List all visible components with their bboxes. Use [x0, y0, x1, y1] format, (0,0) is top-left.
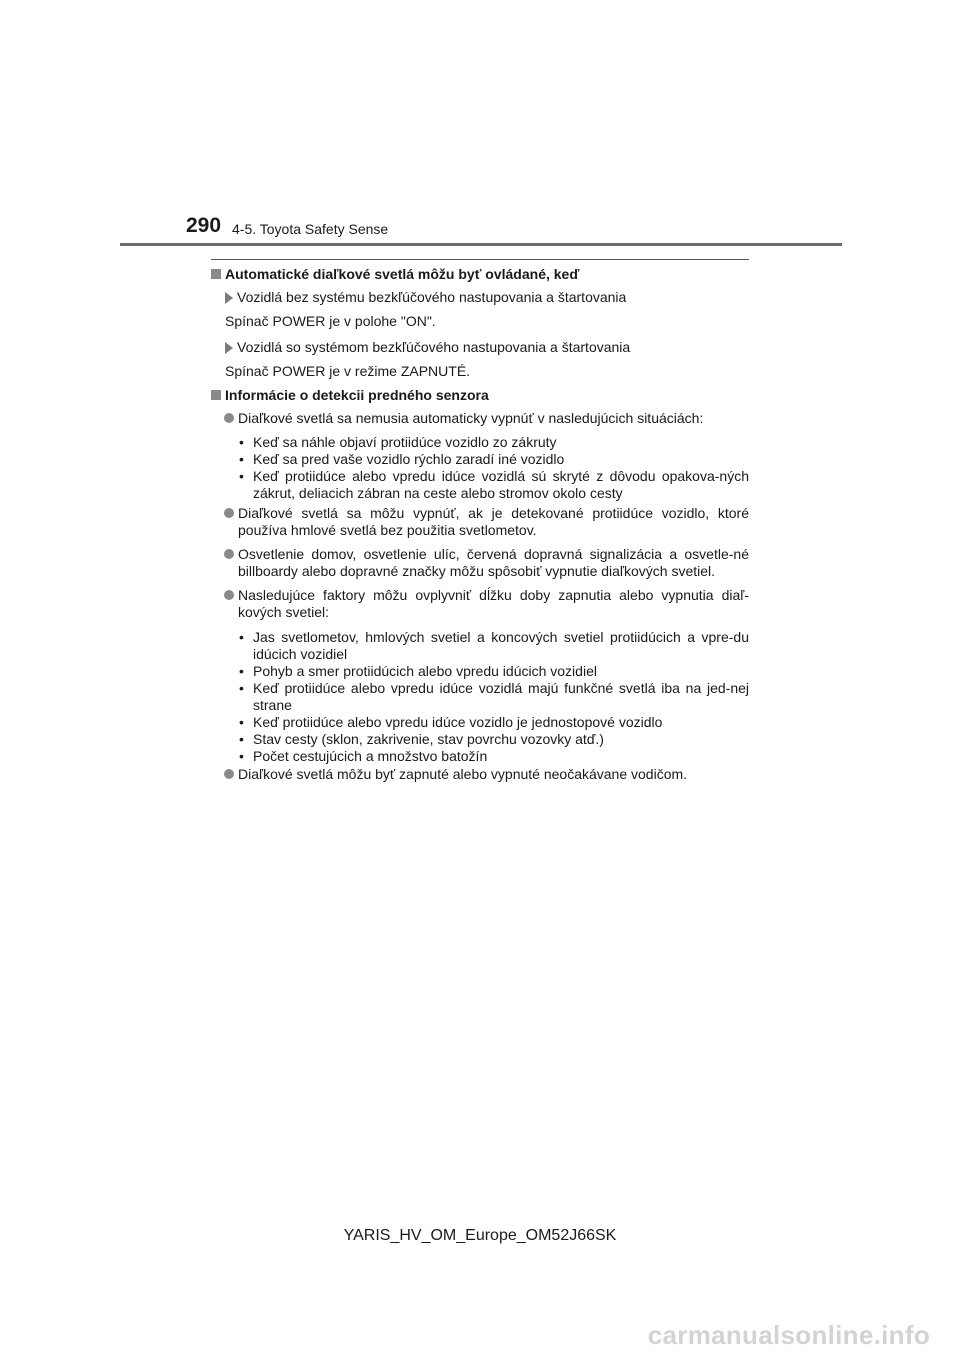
bullet-item [224, 587, 749, 621]
header-divider [120, 243, 842, 246]
section-heading-text: Automatické diaľkové svetlá môžu byť ovládané, keď [225, 266, 580, 282]
bullet-text: Diaľkové svetlá môžu byť zapnuté alebo vypnuté neočakávane vodičom. [238, 766, 688, 782]
circle-bullet-icon [224, 413, 234, 423]
dot-list [238, 434, 749, 502]
square-bullet-icon [211, 390, 221, 400]
list-item-text: Keď protiidúce alebo vpredu idúce vozidlo je jednostopové vozidlo [253, 714, 663, 730]
bullet-item [224, 505, 749, 539]
list-item: • Stav cesty (sklon, zakrivenie, stav povrchu vozovky atď.) [238, 731, 749, 748]
list-item: • Keď protiidúce alebo vpredu idúce vozidlá sú skryté z dôvodu opakova-ných zákrut, deliacich zábran na ceste alebo stromov okolo cesty [239, 468, 749, 501]
list-item: • Keď protiidúce alebo vpredu idúce vozidlá majú funkčné svetlá iba na jed-nej strane [239, 680, 749, 713]
circle-bullet-icon [224, 769, 234, 779]
list-item: • Keď sa náhle objaví protiidúce vozidlo zo zákruty [238, 434, 749, 451]
circle-bullet-icon [224, 549, 234, 559]
bullet-item [224, 546, 749, 580]
list-item-text: Keď protiidúce alebo vpredu idúce vozidlá sú skryté z dôvodu opakova-ných zákrut, deliacich zábran na ceste alebo stromov okolo cesty [253, 468, 749, 501]
section-heading-auto-high-beam [211, 266, 749, 283]
subheading-smart-entry [225, 339, 749, 356]
list-item-text: Pohyb a smer protiidúcich alebo vpredu idúcich vozidiel [253, 663, 597, 679]
list-item: • Keď protiidúce alebo vpredu idúce vozidlo je jednostopové vozidlo [238, 714, 749, 731]
subheading-text: Vozidlá so systémom bezkľúčového nastupovania a štartovania [237, 339, 631, 355]
section-heading-text: Informácie o detekcii predného senzora [225, 387, 489, 403]
document-code: YARIS_HV_OM_Europe_OM52J66SK [343, 1227, 617, 1244]
list-item: • Jas svetlometov, hmlových svetiel a koncových svetiel protiidúcich a vpre-du idúcich vozidiel [239, 629, 749, 662]
list-item-text: Keď sa pred vaše vozidlo rýchlo zaradí iné vozidlo [253, 451, 565, 467]
list-item-text: Počet cestujúcich a množstvo batožín [253, 748, 488, 764]
paragraph: Spínač POWER je v polohe "ON". [225, 313, 436, 329]
circle-bullet-icon [224, 508, 234, 518]
section-title: 4-5. Toyota Safety Sense [232, 221, 389, 237]
triangle-marker-icon [225, 342, 233, 354]
list-item-text: Keď protiidúce alebo vpredu idúce vozidlá majú funkčné svetlá iba na jed-nej strane [253, 680, 749, 713]
watermark: carmanualsonline.info [647, 1320, 930, 1350]
square-bullet-icon [211, 269, 221, 279]
triangle-marker-icon [225, 292, 233, 304]
list-item: • Keď sa pred vaše vozidlo rýchlo zaradí iné vozidlo [238, 451, 749, 468]
bullet-text: Diaľkové svetlá sa nemusia automaticky vypnúť v nasledujúcich situáciách: [238, 410, 704, 426]
section-heading-sensor-info [211, 387, 749, 404]
paragraph: Spínač POWER je v režime ZAPNUTÉ. [225, 363, 471, 379]
bullet-text: Osvetlenie domov, osvetlenie ulíc, červená dopravná signalizácia a osvetle-né billboardy alebo dopravné značky môžu spôsobiť vypnutie diaľkových svetiel. [238, 546, 749, 579]
list-item: • Počet cestujúcich a množstvo batožín [238, 748, 749, 765]
circle-bullet-icon [224, 590, 234, 600]
list-item-text: Jas svetlometov, hmlových svetiel a koncových svetiel protiidúcich a vpre-du idúcich vozidiel [253, 629, 749, 662]
content-body [211, 266, 749, 783]
bullet-item [224, 410, 749, 427]
content-divider [211, 259, 749, 260]
subheading-text: Vozidlá bez systému bezkľúčového nastupovania a štartovania [237, 289, 627, 305]
bullet-text: Diaľkové svetlá sa môžu vypnúť, ak je detekované protiidúce vozidlo, ktoré používa hmlové svetlá bez použitia svetlometov. [238, 505, 749, 538]
page-number: 290 [186, 214, 222, 237]
bullet-text: Nasledujúce faktory môžu ovplyvniť dĺžku doby zapnutia alebo vypnutia diaľ-kových svetiel: [238, 587, 749, 620]
list-item: • Pohyb a smer protiidúcich alebo vpredu idúcich vozidiel [238, 663, 749, 680]
subheading-no-smart-entry [225, 289, 749, 306]
dot-list [238, 629, 749, 765]
list-item-text: Keď sa náhle objaví protiidúce vozidlo zo zákruty [253, 434, 557, 450]
bullet-item [224, 766, 749, 783]
list-item-text: Stav cesty (sklon, zakrivenie, stav povrchu vozovky atď.) [253, 731, 604, 747]
